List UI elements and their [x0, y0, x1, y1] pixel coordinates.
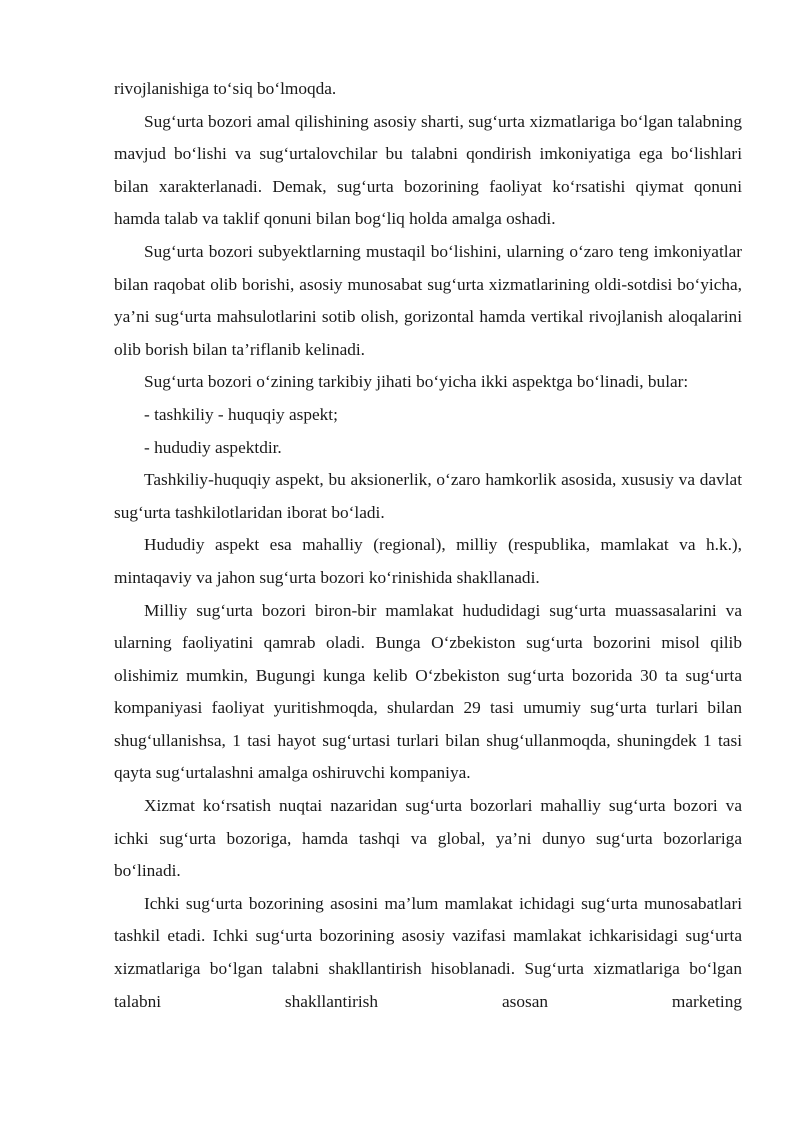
paragraph: Sug‘urta bozori o‘zining tarkibiy jihati bo‘yicha ikki aspektga bo‘linadi, bular:: [144, 372, 689, 392]
paragraph: Milliy sug‘urta bozori biron-bir mamlakat hududidagi sug‘urta muassasalarini va ularning faoliyatini qamrab oladi. Bunga O‘zbekiston sug‘urta bozorini misol qilib olishimiz mumkin, Bugungi kunga kelib O‘zbekiston sug‘urta bozorida 30 ta sug‘urta kompaniyasi faoliyat yuritishmoqda, shulardan 29 tasi umumiy sug‘urta turlari bilan shug‘ullanishsa, 1 tasi hayot sug‘urtasi turlari bilan shug‘ullanmoqda, shuningdek 1 tasi qayta sug‘urtalashni amalga oshiruvchi kompaniya.: [114, 600, 742, 783]
list-item: - tashkiliy - huquqiy aspekt;: [144, 404, 338, 424]
document-body: [114, 73, 742, 1018]
list-item: - hududiy aspektdir.: [144, 437, 282, 457]
paragraph: Hududiy aspekt esa mahalliy (regional), milliy (respublika, mamlakat va h.k.), mintaqaviy va jahon sug‘urta bozori ko‘rinishida shakllanadi.: [114, 535, 742, 587]
paragraph: Sug‘urta bozori amal qilishining asosiy sharti, sug‘urta xizmatlariga bo‘lgan talabning mavjud bo‘lishi va sug‘urtalovchilar bu talabni qondirish imkoniyatiga ega bo‘lishlari bilan xarakterlanadi. Demak, sug‘urta bozorining faoliyat ko‘rsatishi qiymat qonuni hamda talab va taklif qonuni bilan bog‘liq holda amalga oshadi.: [114, 111, 742, 229]
paragraph: Xizmat ko‘rsatish nuqtai nazaridan sug‘urta bozorlari mahalliy sug‘urta bozori va ichki sug‘urta bozoriga, hamda tashqi va global, ya’ni dunyo sug‘urta bozorlariga bo‘linadi.: [114, 796, 742, 881]
paragraph: Ichki sug‘urta bozorining asosini ma’lum mamlakat ichidagi sug‘urta munosabatlari tashkil etadi. Ichki sug‘urta bozorining asosiy vazifasi mamlakat ichkarisidagi sug‘urta xizmatlariga bo‘lgan talabni shakllantirish hisoblanadi. Sug‘urta xizmatlariga bo‘lgan talabni shakllantirish asosan marketing: [114, 893, 742, 1011]
paragraph: Tashkiliy-huquqiy aspekt, bu aksionerlik, o‘zaro hamkorlik asosida, xususiy va davlat sug‘urta tashkilotlaridan iborat bo‘ladi.: [114, 470, 742, 522]
paragraph: Sug‘urta bozori subyektlarning mustaqil bo‘lishini, ularning o‘zaro teng imkoniyatlar bilan raqobat olib borishi, asosiy munosabat sug‘urta xizmatlarining oldi-sotdisi bo‘yicha, ya’ni sug‘urta mahsulotlarini sotib olish, gorizontal hamda vertikal rivojlanish aloqalarini olib borish bilan ta’riflanib kelinadi.: [114, 241, 742, 359]
paragraph-continuation: rivojlanishiga to‘siq bo‘lmoqda.: [114, 79, 337, 98]
